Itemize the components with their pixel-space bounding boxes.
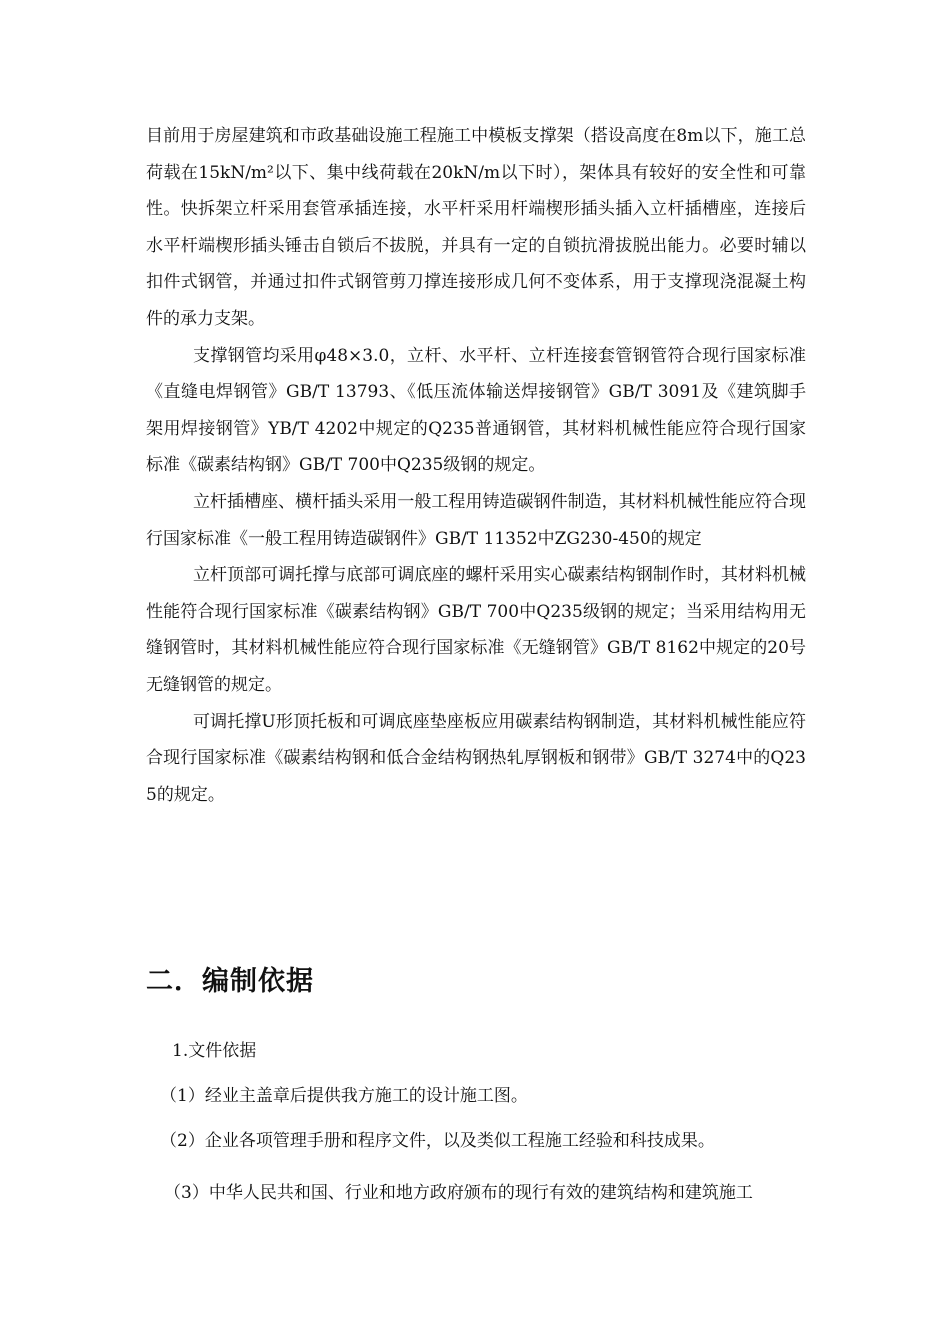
paragraph-adjustable-screw: 立杆顶部可调托撑与底部可调底座的螺杆采用实心碳素结构钢制作时，其材料机械性能符合现行国家标准《碳素结构钢》GB/T 700中Q235级钢的规定；当采用结构用无缝钢管时，其材料机械性能应符合现行国家标准《无缝钢管》GB/T 8162中规定的20号无缝钢管的规定。 bbox=[146, 565, 806, 695]
section-subheading: 1.文件依据 bbox=[172, 1041, 257, 1061]
list-item: （1）经业主盖章后提供我方施工的设计施工图。 bbox=[160, 1086, 528, 1106]
list-item: （2）企业各项管理手册和程序文件，以及类似工程施工经验和科技成果。 bbox=[160, 1131, 715, 1151]
paragraph-socket-seat: 立杆插槽座、横杆插头采用一般工程用铸造碳钢件制造，其材料机械性能应符合现行国家标准《一般工程用铸造碳钢件》GB/T 11352中ZG230-450的规定 bbox=[146, 491, 806, 549]
document-body bbox=[146, 118, 806, 813]
paragraph-steel-pipe: 支撑钢管均采用φ48×3.0，立杆、水平杆、立杆连接套管钢管符合现行国家标准《直缝电焊钢管》GB/T 13793、《低压流体输送焊接钢管》GB/T 3091及《建筑脚手架用焊接钢管》YB/T 4202中规定的Q235普通钢管，其材料机械性能应符合现行国家标准《碳素结构钢》GB/T 700中Q235级钢的规定。 bbox=[146, 345, 806, 476]
paragraph-scope: 目前用于房屋建筑和市政基础设施工程施工中模板支撑架（搭设高度在8m以下，施工总荷载在15kN/m²以下、集中线荷载在20kN/m以下时），架体具有较好的安全性和可靠性。快拆架立杆采用套管承插连接，水平杆采用杆端楔形插头插入立杆插槽座，连接后水平杆端楔形插头锤击自锁后不拔脱，并具有一定的自锁抗滑拔脱出能力。必要时辅以扣件式钢管，并通过扣件式钢管剪刀撑连接形成几何不变体系，用于支撑现浇混凝土构件的承力支架。 bbox=[146, 126, 806, 329]
paragraph-u-head-plate: 可调托撑U形顶托板和可调底座垫座板应用碳素结构钢制造，其材料机械性能应符合现行国家标准《碳素结构钢和低合金结构钢热轧厚钢板和钢带》GB/T 3274中的Q235的规定。 bbox=[146, 711, 806, 805]
section-heading: 二．编制依据 bbox=[146, 966, 314, 997]
list-item: （3）中华人民共和国、行业和地方政府颁布的现行有效的建筑结构和建筑施工 bbox=[164, 1183, 753, 1203]
